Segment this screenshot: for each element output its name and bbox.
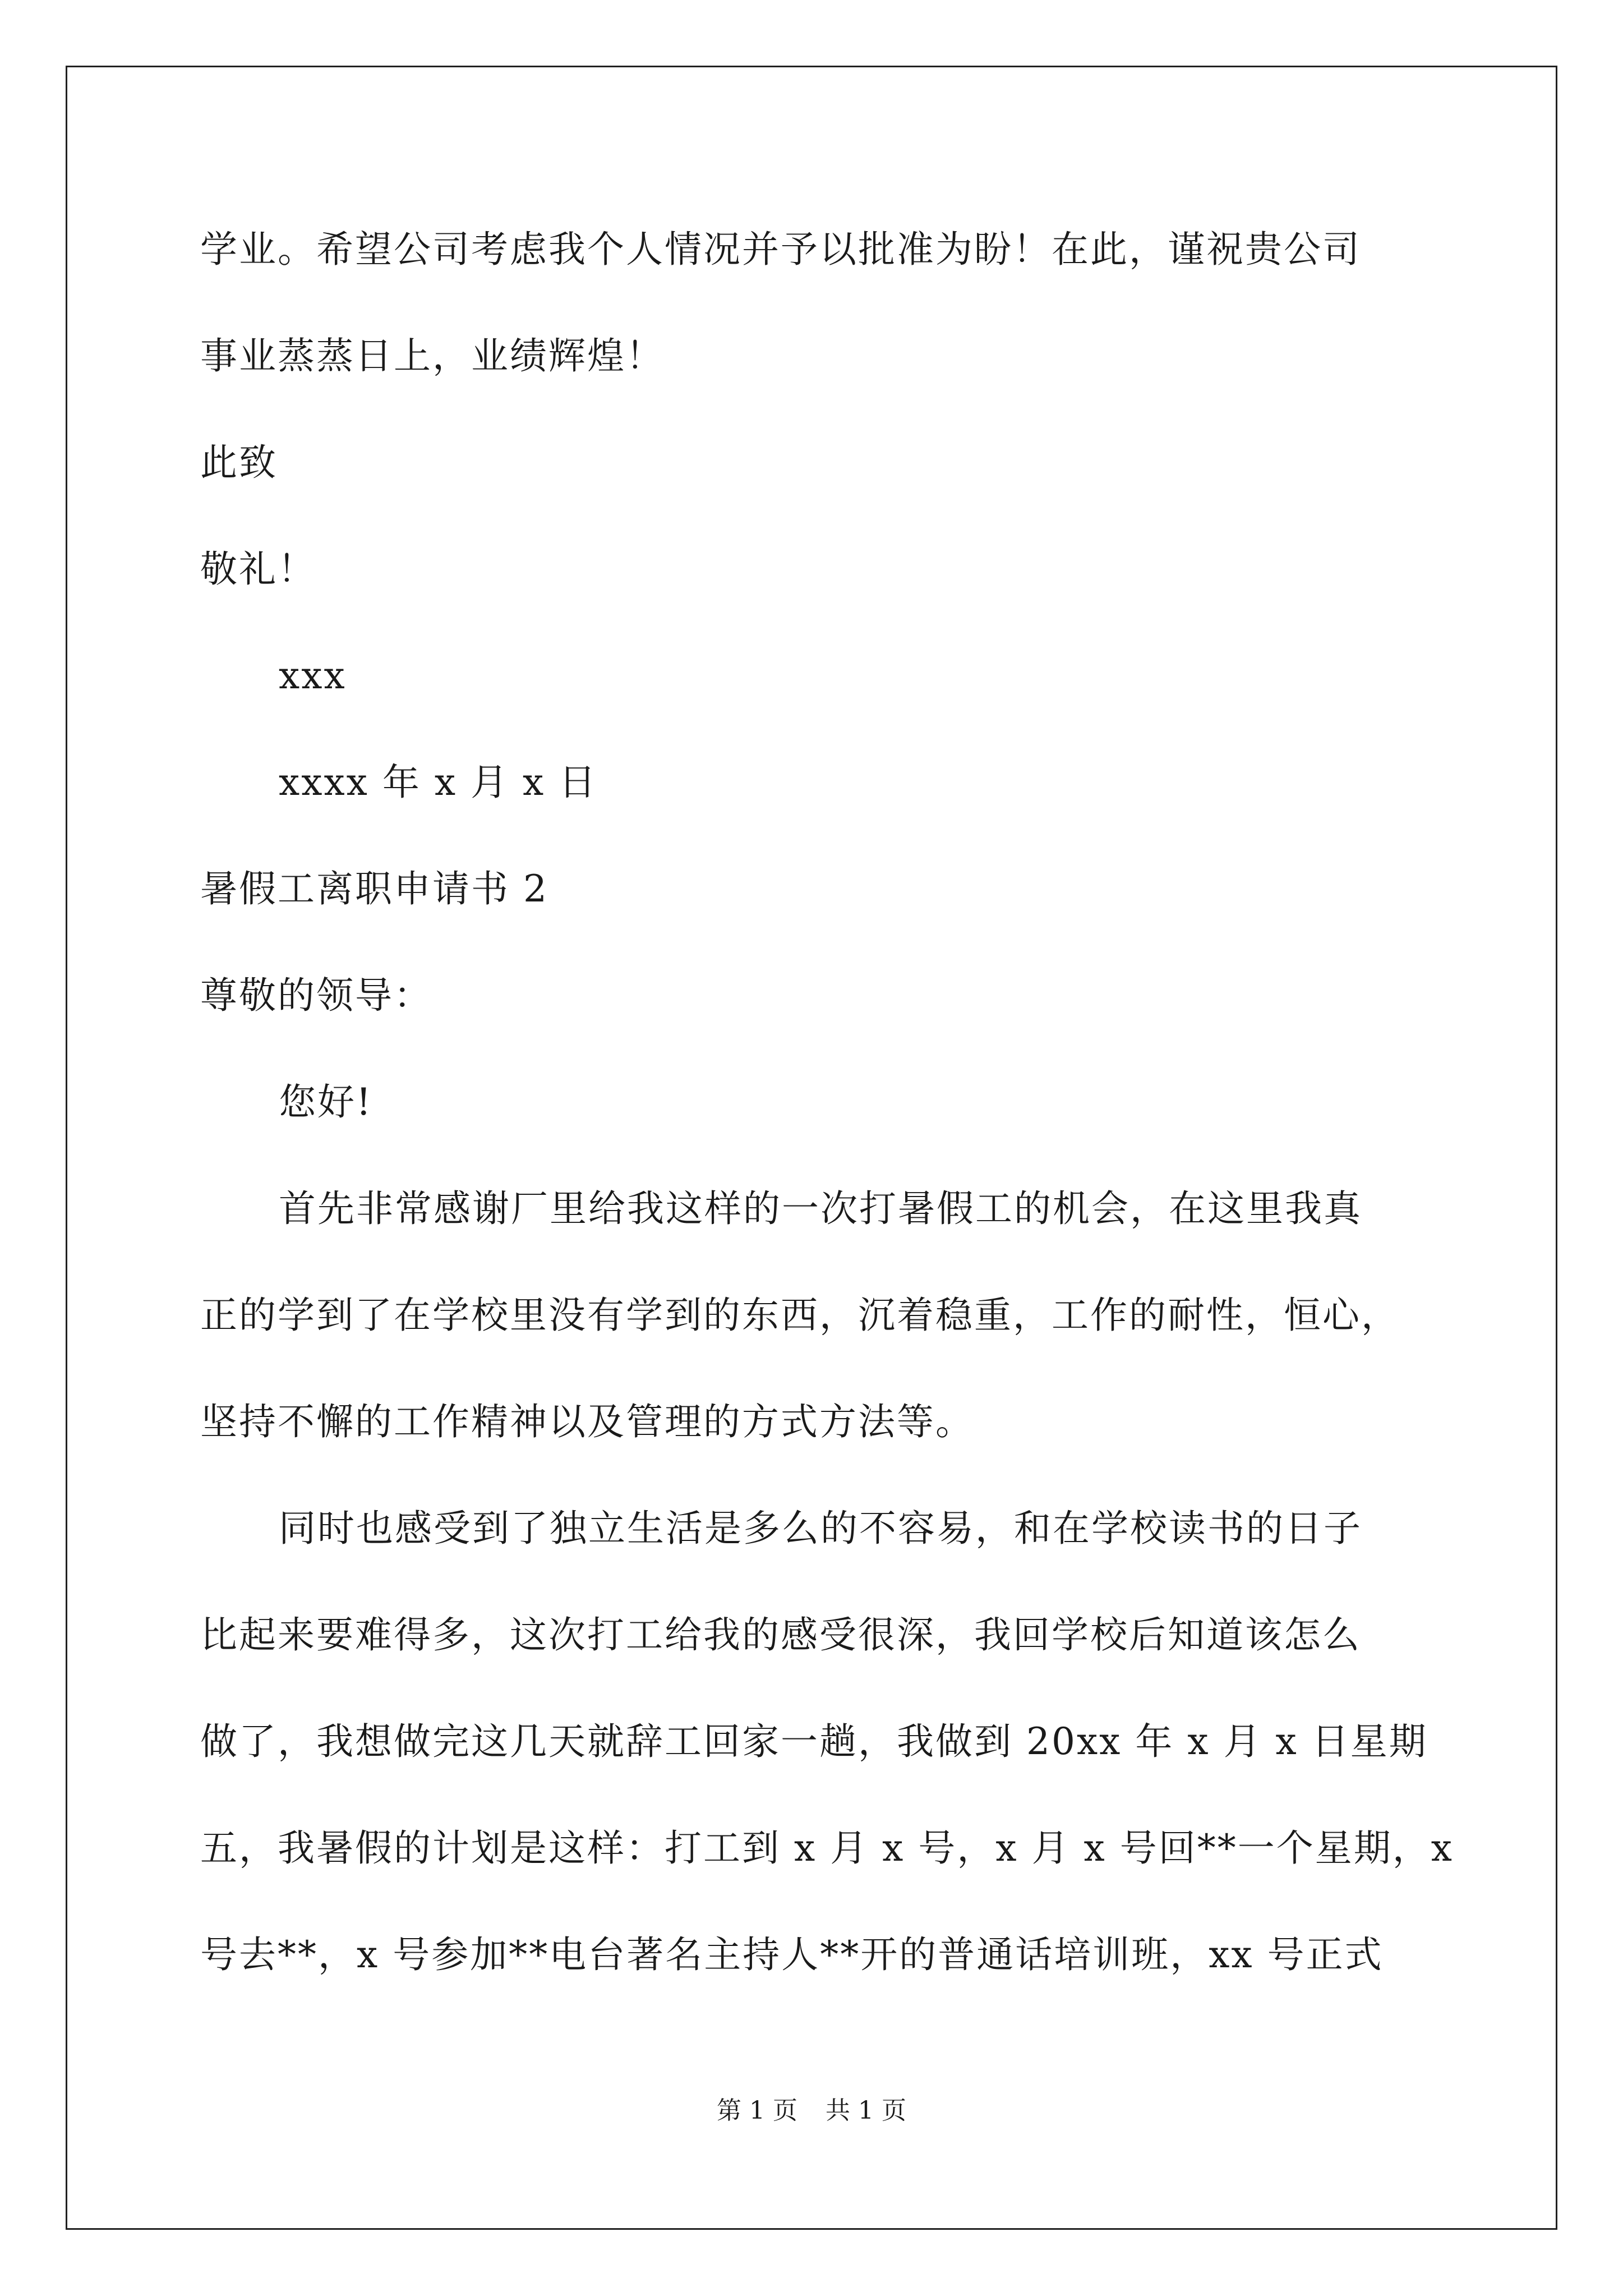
signature-name: xxx [279, 654, 347, 697]
text-line: 号去**，x 号参加**电台著名主持人**开的普通话培训班，xx 号正式 [200, 1933, 1384, 1976]
page-number: 第 1 页 [717, 2096, 797, 2125]
text-line: 做了，我想做完这几天就辞工回家一趟，我做到 20xx 年 x 月 x 日星期 [200, 1720, 1428, 1763]
salutation-regards: 敬礼！ [200, 547, 316, 591]
page-border [66, 66, 1557, 2230]
text-line: 坚持不懈的工作精神以及管理的方式方法等。 [200, 1400, 974, 1443]
text-line: 学业。希望公司考虑我个人情况并予以批准为盼！在此，谨祝贵公司 [200, 228, 1361, 271]
greeting: 尊敬的领导： [200, 974, 432, 1017]
page-total: 共 1 页 [826, 2096, 906, 2125]
text-line: 首先非常感谢厂里给我这样的一次打暑假工的机会，在这里我真 [279, 1187, 1362, 1230]
signature-date: xxxx 年 x 月 x 日 [279, 761, 598, 804]
salutation-closing: 此致 [200, 441, 278, 484]
text-line: 比起来要难得多，这次打工给我的感受很深，我回学校后知道该怎么 [200, 1613, 1361, 1657]
text-line: 五，我暑假的计划是这样：打工到 x 月 x 号，x 月 x 号回**一个星期，x [200, 1826, 1454, 1870]
section-title: 暑假工离职申请书 2 [200, 867, 548, 910]
text-line: 事业蒸蒸日上，业绩辉煌！ [200, 334, 665, 378]
greeting-hello: 您好! [279, 1080, 373, 1124]
text-line: 正的学到了在学校里没有学到的东西，沉着稳重，工作的耐性，恒心， [200, 1294, 1400, 1337]
text-line: 同时也感受到了独立生活是多么的不容易，和在学校读书的日子 [279, 1507, 1362, 1550]
page-footer [0, 2095, 1623, 2127]
